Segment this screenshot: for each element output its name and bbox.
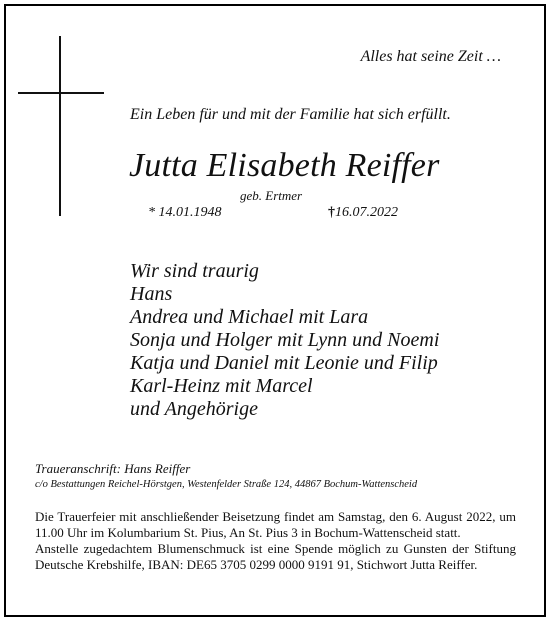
death-date-line bbox=[328, 205, 398, 221]
mourner-line: Hans bbox=[130, 283, 173, 305]
cross-symbol-horizontal bbox=[18, 92, 104, 94]
address-detail: c/o Bestattungen Reichel-Hörstgen, Westenfelder Straße 124, 44867 Bochum-Wattenscheid bbox=[35, 479, 418, 490]
birth-date: * 14.01.1948 bbox=[148, 205, 222, 220]
mourner-line: Sonja und Holger mit Lynn und Noemi bbox=[130, 329, 440, 351]
address-line: Traueranschrift: Hans Reiffer bbox=[35, 461, 191, 476]
ceremony-info bbox=[35, 509, 516, 573]
intro-text: Ein Leben für und mit der Familie hat sich erfüllt. bbox=[130, 106, 451, 123]
donation-text: Anstelle zugedachtem Blumenschmuck ist eine Spende möglich zu Gunsten der Stiftung Deutsche Krebshilfe, IBAN: DE65 3705 0299 0000 9191 91, Stichwort Jutta Reiffer. bbox=[35, 541, 516, 572]
death-date: 16.07.2022 bbox=[335, 205, 398, 220]
deceased-name: Jutta Elisabeth Reiffer bbox=[129, 147, 440, 184]
birth-name: geb. Ertmer bbox=[240, 188, 303, 203]
mourner-line: Andrea und Michael mit Lara bbox=[130, 306, 369, 328]
funeral-text: Die Trauerfeier mit anschließender Beisetzung findet am Samstag, den 6. August 2022, um 11.00 Uhr im Kolumbarium St. Pius, An St. Pius 3 in Bochum-Wattenscheid statt. bbox=[35, 509, 516, 540]
mourner-line: Katja und Daniel mit Leonie und Filip bbox=[130, 352, 438, 374]
mourner-line: Karl-Heinz mit Marcel bbox=[130, 375, 313, 397]
cross-symbol-vertical bbox=[59, 36, 61, 216]
mourning-address bbox=[35, 460, 417, 492]
mourners-list bbox=[130, 260, 439, 421]
mourner-line: und Angehörige bbox=[130, 398, 258, 420]
mourner-line: Wir sind traurig bbox=[130, 260, 259, 282]
motto: Alles hat seine Zeit … bbox=[360, 48, 501, 65]
dagger-icon: † bbox=[328, 205, 335, 220]
